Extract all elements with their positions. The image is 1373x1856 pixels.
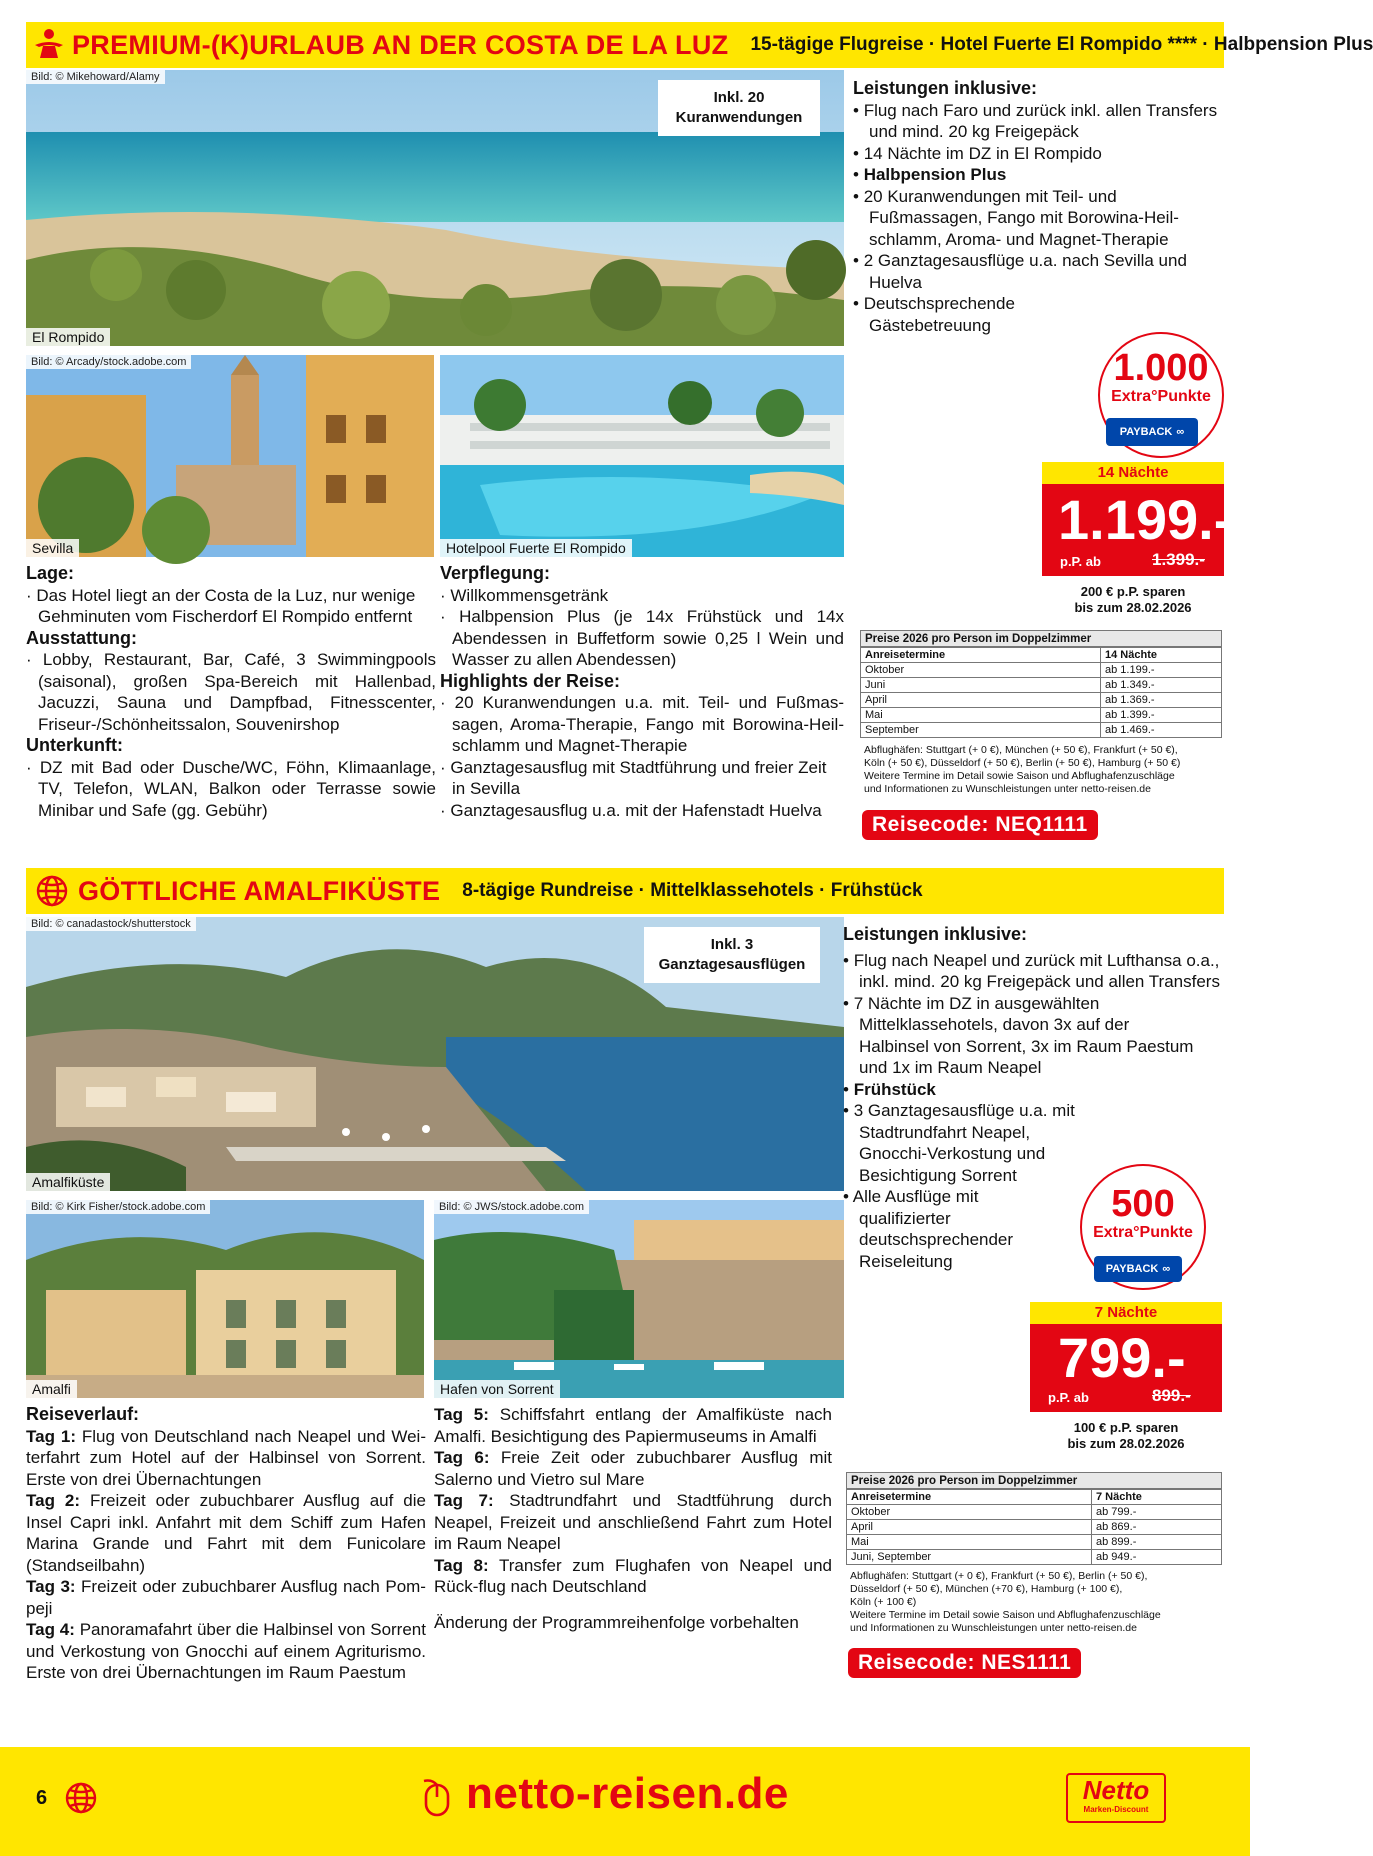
offer2-leistungen: Leistungen inklusive: • Flug nach Neapel und zurück mit Lufthansa o.a., inkl. mind. 20 kg Freigepäck und allen Transfers • 7 Nächte im DZ in ausgewählten Mittelklassehotels, davon 3x auf der Halbinsel von Sorrent, 3x im Raum Paestum und 1x im Raum Neapel • Frühstück • 3 Ganztagesausflüge u.a. mit Stadtrundfahrt Neapel, Gnocchi-Verkostung und Besichtigung Sorrent • Alle Ausflüge mit qualifizierter deutschsprechender Reiseleitung: [843, 924, 1220, 1271]
offer1-details-middle: Verpflegung: · Willkommensgetränk · Halbpension Plus (je 14x Frühstück und 14x Abendessen in Buffetform sowie 0,25 l Wein und Wasser zu allen Abendessen) Highlights der Reise: · 20 Kuranwendungen u.a. mit. Teil- und Fußmas-sagen, Aroma-Therapie, Fango mit Borowina-Heil-schlamm und Magnet-Therapie · Ganztagesausflug mit Stadtführung und freier Zeit in Sevilla · Ganztagesausflug u.a. mit der Hafenstadt Huelva: [440, 563, 844, 820]
netto-logo: Netto Marken-Discount: [1066, 1773, 1166, 1823]
photo-caption: El Rompido: [26, 328, 110, 346]
price-per-person: p.P. ab: [1060, 554, 1101, 569]
photo-caption: Sevilla: [26, 539, 79, 557]
itinerary-day: Tag 7: Stadtrundfahrt und Stadtführung durch Neapel, Freizeit und anschließend Fahrt zum Hotel im Raum Neapel: [434, 1491, 832, 1553]
old-price: 899.-: [1152, 1386, 1191, 1405]
globe-icon: [64, 1781, 98, 1820]
travel-code: Reisecode: NES1111: [848, 1648, 1081, 1678]
itinerary-day: Tag 5: Schiffsfahrt entlang der Amalfiküste nach Amalfi. Besichtigung des Papiermuseums in Amalfi: [434, 1405, 832, 1446]
offer1-subtitle: 15-tägige Flugreise · Hotel Fuerte El Rompido **** · Halbpension Plus: [750, 34, 1373, 55]
airport-notes: Abflughäfen: Stuttgart (+ 0 €), Frankfurt (+ 50 €), Berlin (+ 50 €), Düsseldorf (+ 50 €), München (+70 €), Hamburg (+ 100 €), Köln (+ 100 €) Weitere Termine im Detail sowie Saison und Abflughafenzuschläge und Informationen zu Wunschleistungen unter netto-reisen.de: [850, 1570, 1161, 1634]
offer1-title: PREMIUM-(K)URLAUB AN DER COSTA DE LA LUZ: [72, 29, 729, 60]
photo-credit: Bild: © canadastock/shutterstock: [26, 917, 196, 931]
offer1-leistungen: Leistungen inklusive: • Flug nach Faro und zurück inkl. allen Transfers und mind. 20 kg Freigepäck • 14 Nächte im DZ in El Rompido • Halbpension Plus • 20 Kuranwendungen mit Teil- und Fußmassagen, Fango mit Borowina-Heil-schlamm, Aroma- und Magnet-Therapie • 2 Ganztagesausflüge u.a. nach Sevilla und Huelva • Deutschsprechende Gästebetreuung: [853, 78, 1218, 335]
itinerary-day: Tag 1: Flug von Deutschland nach Neapel und Wei-terfahrt zum Hotel auf der Halbinsel von Sorrent. Erste von drei Übernachtungen: [26, 1426, 426, 1489]
offer2-subtitle: 8-tägige Rundreise · Mittelklassehotels · Frühstück: [462, 880, 923, 901]
savings-text: 100 € p.P. sparen bis zum 28.02.2026: [1067, 1420, 1185, 1451]
photo-credit: Bild: © Mikehoward/Alamy: [26, 70, 165, 84]
inclusive-badge: Inkl. 20 Kuranwendungen: [658, 80, 820, 136]
hafen-sorrent-photo: [434, 1200, 844, 1398]
photo-caption: Amalfi: [26, 1380, 77, 1398]
table-row: Oktober ab 799.-: [847, 1505, 1222, 1520]
photo-credit: Bild: © Kirk Fisher/stock.adobe.com: [26, 1200, 210, 1214]
payback-logo: PAYBACK ∞: [1094, 1256, 1182, 1282]
extra-points-badge: 1.000 Extra°Punkte: [1098, 332, 1224, 458]
itinerary-left: Reiseverlauf: Tag 1: Flug von Deutschland nach Neapel und Wei-terfahrt zum Hotel auf der Halbinsel von Sorrent. Erste von drei Übernachtungen Tag 2: Freizeit oder zubuchbarer Ausflug auf die Insel Capri inkl. Anfahrt mit dem Schiff zum Hafen Marina Grande und Fahrt mit dem Funicolare (Standseilbahn) Tag 3: Freizeit oder zubuchbarer Ausflug nach Pom-peji Tag 4: Panoramafahrt über die Halbinsel von Sorrent und Verkostung von Gnocchi auf einem Agriturismo. Erste von drei Übernachtungen im Raum Paestum: [26, 1404, 426, 1682]
price: 799.-: [1058, 1326, 1186, 1389]
price-table: Anreisetermine 7 Nächte Oktober ab 799.- April ab 869.- Mai ab 899.- Juni, September ab 949.-: [846, 1489, 1222, 1565]
table-row: Juni ab 1.349.-: [861, 678, 1222, 693]
table-row: Mai ab 899.-: [847, 1535, 1222, 1550]
itinerary-day: Tag 6: Freie Zeit oder zubuchbarer Ausflug mit Salerno und Vietro sul Mare: [434, 1448, 832, 1489]
amalfi-photo: [26, 1200, 424, 1398]
itinerary-day: Tag 8: Transfer zum Flughafen von Neapel und Rück-flug nach Deutschland: [434, 1555, 832, 1596]
travel-code: Reisecode: NEQ1111: [862, 810, 1098, 840]
itinerary-right: [434, 1404, 832, 1633]
itinerary-day: Tag 3: Freizeit oder zubuchbarer Ausflug nach Pom-peji: [26, 1577, 426, 1618]
page-number: 6: [36, 1787, 48, 1809]
el-rompido-photo: [26, 70, 844, 346]
offer1-details-left: Lage: · Das Hotel liegt an der Costa de la Luz, nur wenige Gehminuten vom Fischerdorf El Rompido entfernt Ausstattung: · Lobby, Restaurant, Bar, Café, 3 Swimmingpools (saisonal), großen Spa-Bereich mit Hallenbad, Jacuzzi, Sauna und Dampfbad, Fitnesscenter, Friseur-/Schönheitssalon, Souvenirshop Unterkunft: · DZ mit Bad oder Dusche/WC, Föhn, Klimaanlage, TV, Telefon, WLAN, Balkon oder Terrasse sowie Minibar und Safe (gg. Gebühr): [26, 563, 436, 820]
itinerary-day: Tag 2: Freizeit oder zubuchbarer Ausflug auf die Insel Capri inkl. Anfahrt mit dem Schiff zum Hafen Marina Grande und Fahrt mit dem Funicolare (Standseilbahn): [26, 1491, 426, 1575]
airport-notes: Abflughäfen: Stuttgart (+ 0 €), München (+ 50 €), Frankfurt (+ 50 €), Köln (+ 50 €), Düsseldorf (+ 50 €), Berlin (+ 50 €), Hamburg (+ 50 €) Weitere Termine im Detail sowie Saison und Abflughafenzuschläge und Informationen zu Wunschleistungen unter netto-reisen.de: [864, 744, 1181, 795]
old-price: 1.399.-: [1152, 550, 1205, 569]
itinerary-day: Tag 4: Panoramafahrt über die Halbinsel von Sorrent und Verkostung von Gnocchi auf einem Agriturismo. Erste von drei Übernachtungen im Raum Paestum: [26, 1620, 426, 1682]
footer: [0, 1747, 1250, 1856]
globe-icon: [32, 871, 72, 911]
nights-label: 7 Nächte: [1030, 1302, 1222, 1324]
price-table: Anreisetermine 14 Nächte Oktober ab 1.199.- Juni ab 1.349.- April ab 1.369.- Mai ab 1.399.- September ab 1.469.-: [860, 647, 1222, 738]
wellness-person-icon: [32, 25, 66, 65]
table-row: Juni, September ab 949.-: [847, 1550, 1222, 1565]
photo-caption: Amalfiküste: [26, 1173, 110, 1191]
price-box: [1042, 484, 1233, 576]
amalfikueste-photo: [26, 917, 844, 1191]
inclusive-badge: Inkl. 3 Ganztagesausflügen: [644, 927, 820, 983]
table-row: April ab 869.-: [847, 1520, 1222, 1535]
program-change-note: Änderung der Programmreihenfolge vorbehalten: [434, 1612, 799, 1632]
table-row: Oktober ab 1.199.-: [861, 663, 1222, 678]
extra-points-badge: 500 Extra°Punkte: [1080, 1164, 1206, 1290]
offer2-title: GÖTTLICHE AMALFIKÜSTE: [78, 875, 441, 906]
table-row: Mai ab 1.399.-: [861, 708, 1222, 723]
table-row: April ab 1.369.-: [861, 693, 1222, 708]
photo-credit: Bild: © JWS/stock.adobe.com: [434, 1200, 589, 1214]
table-row: September ab 1.469.-: [861, 723, 1222, 738]
payback-logo: PAYBACK ∞: [1106, 418, 1198, 446]
price-box: [1030, 1324, 1222, 1412]
offer1-header: [26, 22, 1373, 68]
photo-caption: Hafen von Sorrent: [434, 1380, 560, 1398]
price-per-person: p.P. ab: [1048, 1390, 1089, 1405]
price: 1.199.-: [1058, 488, 1233, 551]
nights-label: 14 Nächte: [1042, 462, 1224, 484]
photo-caption: Hotelpool Fuerte El Rompido: [440, 539, 632, 557]
sevilla-photo: [26, 355, 434, 557]
price-table-title: Preise 2026 pro Person im Doppelzimmer: [860, 630, 1222, 647]
offer2-header: [26, 868, 1224, 914]
mouse-cursor-icon: [420, 1777, 456, 1822]
price-table-title: Preise 2026 pro Person im Doppelzimmer: [846, 1472, 1222, 1489]
website-link[interactable]: netto-reisen.de: [466, 1769, 789, 1818]
savings-text: 200 € p.P. sparen bis zum 28.02.2026: [1074, 584, 1192, 615]
hotelpool-photo: [440, 355, 844, 557]
photo-credit: Bild: © Arcady/stock.adobe.com: [26, 355, 191, 369]
